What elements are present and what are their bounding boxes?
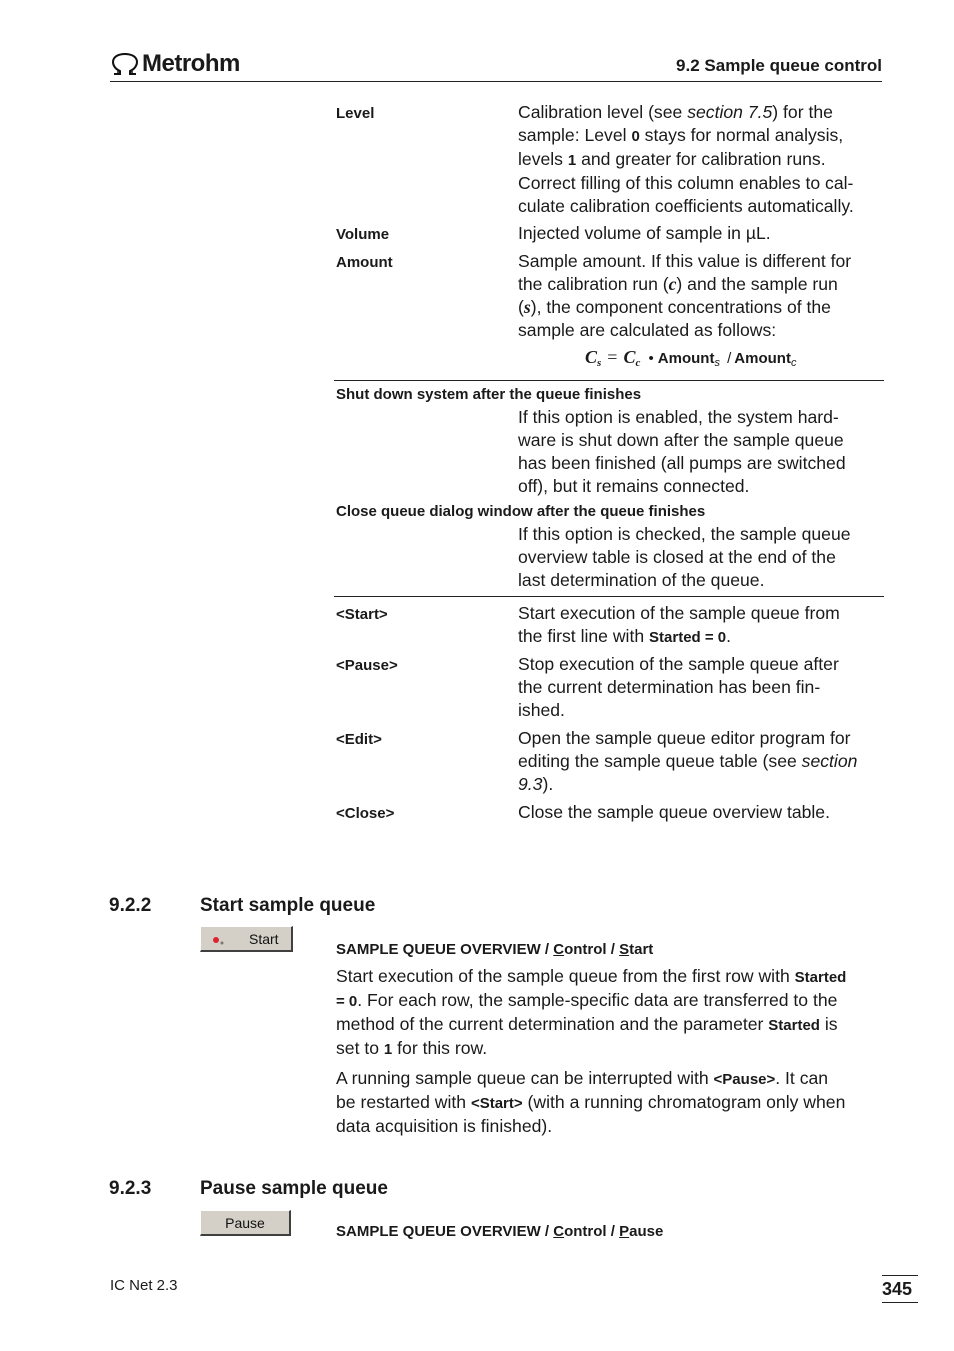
concentration-formula: $C_s = C_c$ • Amount$_s$ / Amount$_c$ xyxy=(585,347,797,369)
desc-line: sample: Level 0 stays for normal analysis, xyxy=(518,125,844,145)
section-number: 9.2.2 xyxy=(109,895,152,916)
section-number: 9.2.3 xyxy=(109,1178,152,1199)
desc-line: levels 1 and greater for calibration runs. xyxy=(518,149,826,169)
section-divider xyxy=(334,596,884,597)
desc-line: ware is shut down after the sample queue xyxy=(518,430,844,450)
term-pause: <Pause> xyxy=(336,657,398,674)
desc-line: Close the sample queue overview table. xyxy=(518,802,830,822)
desc-line: If this option is checked, the sample queue xyxy=(518,524,851,544)
desc-line: 9.3). xyxy=(518,774,554,794)
section-title: Start sample queue xyxy=(200,895,376,916)
desc-amount xyxy=(518,250,884,342)
term-volume: Volume xyxy=(336,226,390,243)
term-edit: <Edit> xyxy=(336,731,382,748)
term-amount: Amount xyxy=(336,254,393,271)
page-number-rule xyxy=(882,1275,918,1276)
start-button[interactable] xyxy=(200,926,293,952)
desc-line: the first line with Started = 0. xyxy=(518,626,732,646)
desc-line: last determination of the queue. xyxy=(518,570,765,590)
desc-line: has been finished (all pumps are switched xyxy=(518,453,846,473)
menu-path: SAMPLE QUEUE OVERVIEW / Control / Start xyxy=(336,941,654,958)
term-shutdown-option: Shut down system after the queue finishes xyxy=(336,386,642,403)
desc-line: overview table is closed at the end of the xyxy=(518,547,836,567)
section-title: Pause sample queue xyxy=(200,1178,388,1199)
omega-logo-icon xyxy=(110,52,140,76)
section-divider xyxy=(334,380,884,381)
footer-product: IC Net 2.3 xyxy=(110,1277,178,1294)
start-button-label: Start xyxy=(249,930,279,947)
desc-shutdown-option xyxy=(518,406,884,498)
desc-line: (s), the component concentrations of the xyxy=(518,297,831,317)
page-number-rule xyxy=(882,1302,918,1303)
menu-path: SAMPLE QUEUE OVERVIEW / Control / Pause xyxy=(336,1223,664,1240)
term-start: <Start> xyxy=(336,606,388,623)
term-close-dialog-option: Close queue dialog window after the queue finishes xyxy=(336,503,706,520)
header-divider xyxy=(110,81,882,82)
desc-close-dialog-option xyxy=(518,523,884,592)
term-level: Level xyxy=(336,105,375,122)
brand-logo xyxy=(110,50,240,78)
desc-close xyxy=(518,801,884,824)
desc-volume xyxy=(518,222,884,245)
desc-line: If this option is enabled, the system hard- xyxy=(518,407,839,427)
desc-line: Sample amount. If this value is different for xyxy=(518,251,852,271)
page-number: 345 xyxy=(882,1279,913,1299)
term-close: <Close> xyxy=(336,805,395,822)
desc-line: Correct filling of this column enables to cal- xyxy=(518,173,854,193)
paragraph: Start execution of the sample queue from the first row with Started = 0. For each row, the sample-specific data are transferred to the method of the current determination and the parameter Started is set to 1 for this row. xyxy=(336,966,847,1058)
desc-line: Start execution of the sample queue from xyxy=(518,603,840,623)
paragraph: A running sample queue can be interrupted with <Pause>. It can be restarted with <Start> (with a running chromatogram only when data acquisition is finished). xyxy=(336,1068,846,1136)
desc-line: the current determination has been fin- xyxy=(518,677,821,697)
desc-edit xyxy=(518,727,884,796)
desc-line: the calibration run (c) and the sample run xyxy=(518,274,838,294)
desc-line: sample are calculated as follows: xyxy=(518,320,777,340)
start-icon xyxy=(211,932,227,946)
pause-button[interactable] xyxy=(200,1210,291,1236)
desc-line: Injected volume of sample in µL. xyxy=(518,223,771,243)
desc-line: Calibration level (see section 7.5) for the xyxy=(518,102,833,122)
pause-button-label: Pause xyxy=(225,1214,265,1231)
desc-line: editing the sample queue table (see section xyxy=(518,751,858,771)
desc-line: off), but it remains connected. xyxy=(518,476,750,496)
running-header-title: 9.2 Sample queue control xyxy=(676,56,882,75)
desc-start xyxy=(518,602,884,649)
desc-level xyxy=(518,101,884,218)
desc-line: ished. xyxy=(518,700,565,720)
desc-line: Open the sample queue editor program for xyxy=(518,728,851,748)
desc-pause xyxy=(518,653,884,722)
desc-line: Stop execution of the sample queue after xyxy=(518,654,839,674)
brand-name: Metrohm xyxy=(142,50,240,77)
desc-line: culate calibration coefficients automatically. xyxy=(518,196,854,216)
